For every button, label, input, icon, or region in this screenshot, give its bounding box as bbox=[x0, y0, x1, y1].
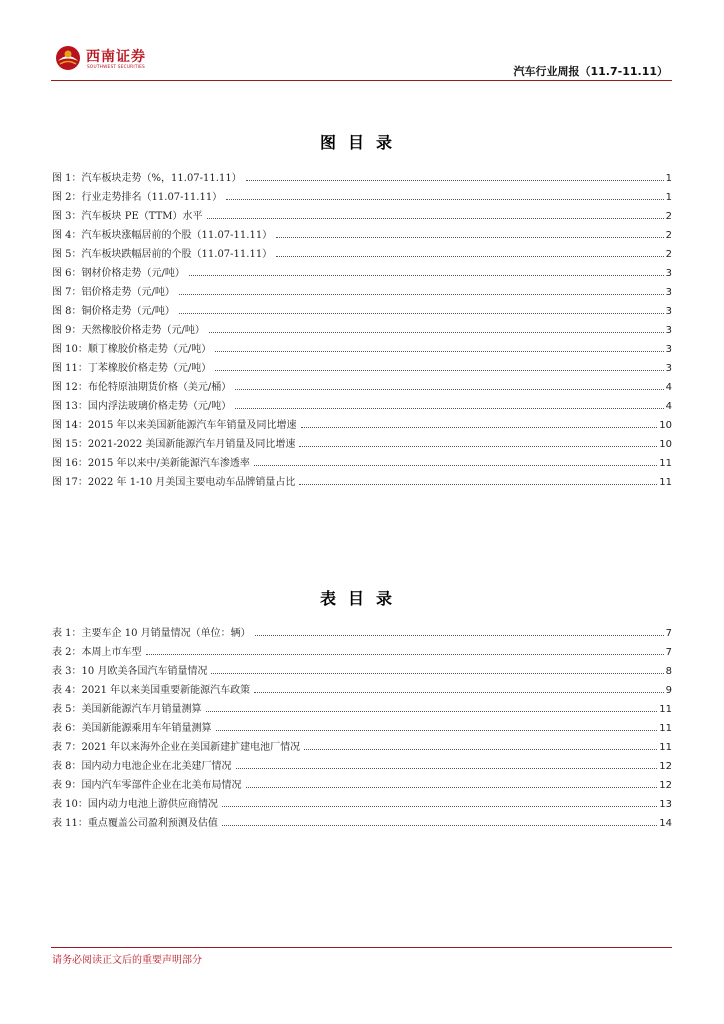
table-toc-entry-label: 表 6：美国新能源乘用车年销量测算 bbox=[52, 723, 212, 734]
dot-leader bbox=[236, 768, 658, 769]
figure-toc-entry-label: 图 5：汽车板块跌幅居前的个股（11.07-11.11） bbox=[52, 249, 273, 260]
table-toc-entry-page-number: 12 bbox=[659, 761, 672, 772]
figure-toc-entry[interactable] bbox=[52, 431, 672, 450]
dot-leader bbox=[207, 218, 664, 219]
dot-leader bbox=[179, 313, 664, 314]
figure-toc-entry[interactable] bbox=[52, 336, 672, 355]
figure-toc-entry-label: 图 1：汽车板块走势（%，11.07-11.11） bbox=[52, 173, 242, 184]
table-toc-entry-page-number: 8 bbox=[665, 666, 672, 677]
figure-toc-entry-label: 图 17：2022 年 1-10 月美国主要电动车品牌销量占比 bbox=[52, 477, 296, 488]
table-toc-entry-label: 表 3：10 月欧美各国汽车销量情况 bbox=[52, 666, 208, 677]
figure-toc-entry-page-number: 4 bbox=[665, 401, 672, 412]
figure-toc-entry-page-number: 1 bbox=[665, 192, 672, 203]
figure-toc-entry-page-number: 3 bbox=[665, 268, 672, 279]
table-list-title: 表目录 bbox=[319, 589, 404, 608]
dot-leader bbox=[246, 180, 664, 181]
figure-toc-entry[interactable] bbox=[52, 184, 672, 203]
figure-toc-entry[interactable] bbox=[52, 222, 672, 241]
header-divider bbox=[51, 80, 672, 81]
figure-toc-entry-label: 图 11：丁苯橡胶价格走势（元/吨） bbox=[52, 363, 212, 374]
table-toc-entry-page-number: 11 bbox=[659, 704, 672, 715]
dot-leader bbox=[216, 730, 658, 731]
logo-chinese-name: 西南证券 bbox=[86, 49, 146, 65]
table-toc-entry-label: 表 10：国内动力电池上游供应商情况 bbox=[52, 799, 218, 810]
table-toc-entry-page-number: 7 bbox=[665, 647, 672, 658]
figure-toc-entry[interactable] bbox=[52, 469, 672, 488]
figure-toc-entry[interactable] bbox=[52, 279, 672, 298]
table-toc-entry-label: 表 9：国内汽车零部件企业在北美布局情况 bbox=[52, 780, 242, 791]
table-toc-entry[interactable] bbox=[52, 658, 672, 677]
figure-toc-entry[interactable] bbox=[52, 450, 672, 469]
table-toc-entry-label: 表 7：2021 年以来海外企业在美国新建扩建电池厂情况 bbox=[52, 742, 301, 753]
dot-leader bbox=[254, 465, 657, 466]
figure-toc-entry-page-number: 4 bbox=[665, 382, 672, 393]
figure-toc-entry-page-number: 3 bbox=[665, 325, 672, 336]
figure-toc-entry[interactable] bbox=[52, 393, 672, 412]
figure-toc-entry-page-number: 2 bbox=[665, 249, 672, 260]
table-toc-entry[interactable] bbox=[52, 715, 672, 734]
figure-toc-entry[interactable] bbox=[52, 298, 672, 317]
figure-toc-entry[interactable] bbox=[52, 412, 672, 431]
figure-toc-entry[interactable] bbox=[52, 165, 672, 184]
figure-toc-entry-label: 图 7：铝价格走势（元/吨） bbox=[52, 287, 175, 298]
dot-leader bbox=[222, 825, 657, 826]
figure-toc-entry-page-number: 11 bbox=[659, 477, 672, 488]
table-toc-entry-page-number: 11 bbox=[659, 723, 672, 734]
dot-leader bbox=[209, 332, 664, 333]
dot-leader bbox=[276, 237, 663, 238]
figure-toc-entry[interactable] bbox=[52, 203, 672, 222]
figure-toc-entry-label: 图 6：钢材价格走势（元/吨） bbox=[52, 268, 185, 279]
table-toc-entry[interactable] bbox=[52, 734, 672, 753]
table-toc-entry-page-number: 7 bbox=[665, 628, 672, 639]
figure-toc-entry-page-number: 3 bbox=[665, 306, 672, 317]
figure-toc-entry-label: 图 14：2015 年以来美国新能源汽车年销量及同比增速 bbox=[52, 420, 297, 431]
table-toc-entry[interactable] bbox=[52, 620, 672, 639]
table-toc-list bbox=[52, 620, 672, 829]
table-toc-entry-page-number: 9 bbox=[665, 685, 672, 696]
figure-toc-entry-label: 图 4：汽车板块涨幅居前的个股（11.07-11.11） bbox=[52, 230, 273, 241]
dot-leader bbox=[206, 711, 658, 712]
dot-leader bbox=[189, 275, 664, 276]
dot-leader bbox=[235, 389, 663, 390]
table-toc-entry-label: 表 5：美国新能源汽车月销量测算 bbox=[52, 704, 202, 715]
figure-toc-entry-label: 图 3：汽车板块 PE（TTM）水平 bbox=[52, 211, 203, 222]
dot-leader bbox=[301, 427, 658, 428]
figure-toc-entry-label: 图 10：顺丁橡胶价格走势（元/吨） bbox=[52, 344, 212, 355]
table-toc-entry[interactable] bbox=[52, 791, 672, 810]
dot-leader bbox=[179, 294, 664, 295]
figure-toc-entry-page-number: 10 bbox=[659, 439, 672, 450]
table-toc-entry-label: 表 2：本周上市车型 bbox=[52, 647, 142, 658]
figure-toc-entry[interactable] bbox=[52, 241, 672, 260]
table-toc-entry[interactable] bbox=[52, 677, 672, 696]
figure-list-title: 图目录 bbox=[319, 133, 404, 152]
figure-toc-entry-label: 图 12：布伦特原油期货价格（美元/桶） bbox=[52, 382, 232, 393]
table-toc-entry[interactable] bbox=[52, 772, 672, 791]
table-toc-entry-label: 表 8：国内动力电池企业在北美建厂情况 bbox=[52, 761, 232, 772]
table-toc-entry-label: 表 1：主要车企 10 月销量情况（单位：辆） bbox=[52, 628, 251, 639]
dot-leader bbox=[215, 351, 663, 352]
figure-toc-entry[interactable] bbox=[52, 374, 672, 393]
logo-emblem-icon bbox=[55, 45, 81, 71]
logo-english-name: SOUTHWEST SECURITIES bbox=[87, 65, 145, 70]
figure-toc-entry-page-number: 11 bbox=[659, 458, 672, 469]
figure-toc-entry-label: 图 8：铜价格走势（元/吨） bbox=[52, 306, 175, 317]
dot-leader bbox=[255, 635, 664, 636]
figure-toc-entry-page-number: 1 bbox=[665, 173, 672, 184]
dot-leader bbox=[299, 446, 657, 447]
report-title: 汽车行业周报（11.7-11.11） bbox=[513, 65, 668, 78]
table-toc-entry[interactable] bbox=[52, 810, 672, 829]
figure-toc-entry[interactable] bbox=[52, 260, 672, 279]
table-toc-entry-label: 表 4：2021 年以来美国重要新能源汽车政策 bbox=[52, 685, 251, 696]
table-toc-entry[interactable] bbox=[52, 696, 672, 715]
dot-leader bbox=[222, 806, 657, 807]
dot-leader bbox=[235, 408, 663, 409]
dot-leader bbox=[299, 484, 657, 485]
dot-leader bbox=[226, 199, 663, 200]
figure-toc-entry[interactable] bbox=[52, 355, 672, 374]
dot-leader bbox=[146, 654, 664, 655]
page-header bbox=[0, 0, 724, 82]
figure-toc-entry-label: 图 9：天然橡胶价格走势（元/吨） bbox=[52, 325, 205, 336]
figure-toc-entry-label: 图 2：行业走势排名（11.07-11.11） bbox=[52, 192, 223, 203]
company-logo bbox=[55, 42, 165, 76]
table-toc-entry-page-number: 13 bbox=[659, 799, 672, 810]
figure-toc-entry-page-number: 3 bbox=[665, 344, 672, 355]
figure-toc-entry-label: 图 15：2021-2022 美国新能源汽车月销量及同比增速 bbox=[52, 439, 296, 450]
table-toc-entry-page-number: 12 bbox=[659, 780, 672, 791]
dot-leader bbox=[246, 787, 658, 788]
figure-toc-entry-page-number: 3 bbox=[665, 287, 672, 298]
dot-leader bbox=[304, 749, 657, 750]
table-toc-entry-page-number: 14 bbox=[659, 818, 672, 829]
figure-toc-entry-label: 图 16：2015 年以来中/美新能源汽车渗透率 bbox=[52, 458, 250, 469]
table-toc-entry-page-number: 11 bbox=[659, 742, 672, 753]
figure-toc-entry-page-number: 2 bbox=[665, 211, 672, 222]
table-toc-entry[interactable] bbox=[52, 753, 672, 772]
figure-toc-entry-page-number: 2 bbox=[665, 230, 672, 241]
table-toc-entry[interactable] bbox=[52, 639, 672, 658]
figure-toc-entry-label: 图 13：国内浮法玻璃价格走势（元/吨） bbox=[52, 401, 232, 412]
footer-divider bbox=[51, 947, 672, 948]
disclaimer-note: 请务必阅读正文后的重要声明部分 bbox=[52, 955, 202, 966]
figure-toc-entry-page-number: 3 bbox=[665, 363, 672, 374]
figure-toc-entry-page-number: 10 bbox=[659, 420, 672, 431]
dot-leader bbox=[254, 692, 663, 693]
table-toc-entry-label: 表 11：重点覆盖公司盈利预测及估值 bbox=[52, 818, 218, 829]
figure-toc-list bbox=[52, 165, 672, 488]
figure-toc-entry[interactable] bbox=[52, 317, 672, 336]
dot-leader bbox=[211, 673, 663, 674]
dot-leader bbox=[276, 256, 663, 257]
dot-leader bbox=[215, 370, 663, 371]
